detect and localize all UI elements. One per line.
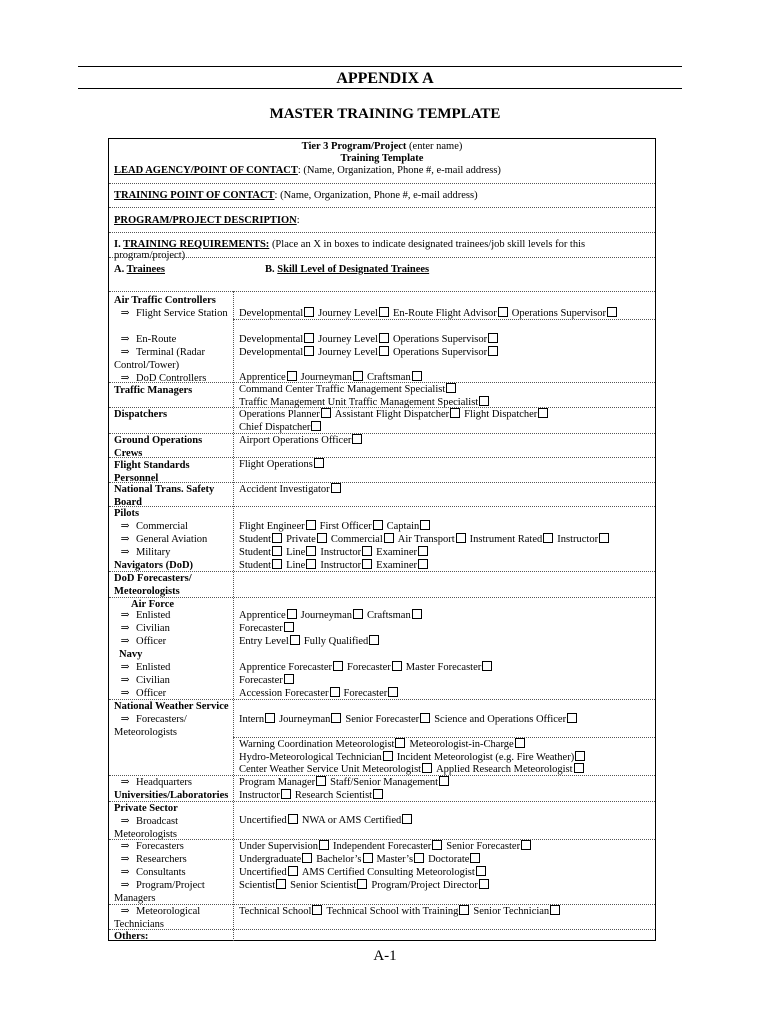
divider <box>109 506 655 507</box>
skill-label: Operations Supervisor <box>392 347 488 358</box>
skill-label: Craftsman <box>366 610 411 621</box>
skill-label: Journey Level <box>318 347 378 358</box>
trainee-item: ⇒ Civilian <box>120 675 170 686</box>
skill-label: Instructor <box>557 534 599 545</box>
divider <box>109 699 655 700</box>
skill-label: Fully Qualified <box>303 636 369 647</box>
skill-label: Bachelor’s <box>316 854 362 865</box>
trainee-item: ⇒ Commercial <box>120 521 188 532</box>
skill-checkbox[interactable] <box>488 346 498 356</box>
skill-row <box>239 840 653 853</box>
skill-label: Journeyman <box>279 714 331 725</box>
skill-label: Flight Operations <box>239 459 313 470</box>
skill-label: Journey Level <box>318 334 378 345</box>
skill-checkbox[interactable] <box>420 713 430 723</box>
skill-label: Meteorologist-in-Charge <box>409 739 514 750</box>
skill-label: Private <box>286 534 316 545</box>
skill-checkbox[interactable] <box>311 421 321 431</box>
skill-checkbox[interactable] <box>331 713 341 723</box>
skill-label: Independent Forecaster <box>333 841 432 852</box>
trainee-group: Others: <box>114 931 149 942</box>
trainee-group: Ground Operations Crews <box>114 435 203 459</box>
skill-checkbox[interactable] <box>567 713 577 723</box>
skill-checkbox[interactable] <box>379 307 389 317</box>
trainee-group: Navigators (DoD) <box>114 560 194 571</box>
skill-row <box>239 458 653 471</box>
skill-checkbox[interactable] <box>432 840 442 850</box>
skill-label: Flight Dispatcher <box>464 409 538 420</box>
skill-label: Operations Supervisor <box>511 308 606 319</box>
trainee-subgroup: Navy <box>119 649 143 660</box>
skill-label: Technical School with Training <box>326 906 459 917</box>
skill-checkbox[interactable] <box>412 371 422 381</box>
skill-checkbox[interactable] <box>276 879 286 889</box>
skill-label: Research Scientist <box>294 790 373 801</box>
skill-checkbox[interactable] <box>574 763 584 773</box>
divider <box>109 571 655 572</box>
trainee-item: ⇒ Researchers <box>120 854 187 865</box>
skill-label: Journeyman <box>300 610 352 621</box>
trainee-item: ⇒ Civilian <box>120 623 170 634</box>
skill-checkbox[interactable] <box>312 905 322 915</box>
skill-checkbox[interactable] <box>284 622 294 632</box>
skill-label: Air Transport <box>397 534 455 545</box>
trainee-item: ⇒ Forecasters <box>120 841 184 852</box>
skill-checkbox[interactable] <box>418 559 428 569</box>
divider <box>109 183 655 184</box>
skill-label: Apprentice <box>239 372 286 383</box>
trainee-item: ⇒ En-Route <box>120 334 177 345</box>
skill-checkbox[interactable] <box>446 383 456 393</box>
skill-label: Intern <box>239 714 265 725</box>
skill-checkbox[interactable] <box>456 533 466 543</box>
skill-checkbox[interactable] <box>482 661 492 671</box>
trainee-group: Traffic Managers <box>114 385 193 396</box>
trainee-group: National Weather Service <box>114 701 229 712</box>
skill-label: Developmental <box>239 308 304 319</box>
trainee-item: ⇒ General Aviation <box>120 534 208 545</box>
divider <box>109 291 655 292</box>
skill-checkbox[interactable] <box>287 609 297 619</box>
skill-label: Developmental <box>239 347 304 358</box>
skill-row <box>239 609 653 622</box>
header-rule <box>78 88 682 89</box>
divider <box>109 207 655 208</box>
skill-label: Journeyman <box>300 372 352 383</box>
skill-row <box>239 483 653 496</box>
table-head-line1: Tier 3 Program/Project (enter name) <box>301 141 463 152</box>
divider <box>109 232 655 233</box>
skill-row <box>239 776 653 789</box>
trainee-subgroup: Air Force <box>131 599 175 610</box>
skill-label: Line <box>286 560 306 571</box>
skill-row <box>239 905 653 918</box>
trainee-item: ⇒ Officer <box>120 636 167 647</box>
trainee-item: ⇒ Enlisted <box>120 610 171 621</box>
skill-label: Science and Operations Officer <box>434 714 567 725</box>
skill-checkbox[interactable] <box>418 546 428 556</box>
training-poc-row: TRAINING POINT OF CONTACT: (Name, Organization, Phone #, e-mail address) <box>114 190 478 201</box>
skill-label: Forecaster <box>239 623 283 634</box>
skill-label: Command Center Traffic Management Specialist <box>239 384 446 395</box>
skill-row <box>239 520 653 533</box>
skill-checkbox[interactable] <box>521 840 531 850</box>
skill-checkbox[interactable] <box>414 853 424 863</box>
skill-checkbox[interactable] <box>316 776 326 786</box>
skill-label: Student <box>239 534 272 545</box>
skill-checkbox[interactable] <box>488 333 498 343</box>
skill-row <box>239 738 653 751</box>
skill-label: Scientist <box>239 880 276 891</box>
trainee-group: Pilots <box>114 508 140 519</box>
skill-label: Technical School <box>239 906 312 917</box>
skill-checkbox[interactable] <box>319 840 329 850</box>
skill-label: Staff/Senior Management <box>330 777 439 788</box>
trainee-item: ⇒ Program/Project Managers <box>114 880 205 904</box>
skill-label: AMS Certified Consulting Meteorologist <box>301 867 475 878</box>
trainee-group: Dispatchers <box>114 409 168 420</box>
trainee-group: National Trans. Safety Board <box>114 484 215 508</box>
skill-label: Hydro-Meteorological Technician <box>239 752 382 763</box>
skill-label: Accession Forecaster <box>239 688 329 699</box>
skill-label: Master’s <box>376 854 414 865</box>
skill-row <box>239 533 653 546</box>
divider <box>233 737 655 738</box>
skill-label: Traffic Management Unit Traffic Management Specialist <box>239 397 479 408</box>
skill-label: Senior Forecaster <box>345 714 420 725</box>
skill-label: Flight Engineer <box>239 521 305 532</box>
divider <box>109 257 655 258</box>
trainee-group: Air Traffic Controllers <box>114 295 216 306</box>
skill-label: Doctorate <box>428 854 470 865</box>
skill-checkbox[interactable] <box>321 408 331 418</box>
skill-label: Student <box>239 560 272 571</box>
skill-label: Forecaster <box>343 688 388 699</box>
skill-checkbox[interactable] <box>272 546 282 556</box>
page-number: A-1 <box>373 948 397 964</box>
skill-checkbox[interactable] <box>599 533 609 543</box>
skill-checkbox[interactable] <box>265 713 275 723</box>
divider <box>109 839 655 840</box>
skill-checkbox[interactable] <box>288 866 298 876</box>
skill-label: Apprentice <box>239 610 286 621</box>
skill-label: Craftsman <box>366 372 411 383</box>
divider <box>109 904 655 905</box>
skill-checkbox[interactable] <box>470 853 480 863</box>
skill-label: Forecaster <box>347 662 391 673</box>
skill-label: Under Supervision <box>239 841 319 852</box>
top-rule <box>78 66 682 67</box>
skill-checkbox[interactable] <box>284 674 294 684</box>
skill-row <box>239 866 653 879</box>
divider <box>109 801 655 802</box>
skill-label: Line <box>286 547 306 558</box>
skill-checkbox[interactable] <box>287 371 297 381</box>
skill-checkbox[interactable] <box>459 905 469 915</box>
skill-checkbox[interactable] <box>388 687 398 697</box>
column-b-header: B. Skill Level of Designated Trainees <box>265 264 430 275</box>
skill-checkbox[interactable] <box>288 814 298 824</box>
skill-checkbox[interactable] <box>379 333 389 343</box>
skill-checkbox[interactable] <box>363 853 373 863</box>
skill-checkbox[interactable] <box>362 546 372 556</box>
divider <box>109 407 655 408</box>
skill-checkbox[interactable] <box>383 751 393 761</box>
skill-row <box>239 879 653 892</box>
skill-row <box>239 661 653 674</box>
requirements-row: I. TRAINING REQUIREMENTS: (Place an X in boxes to indicate designated trainees/job skill levels for this program/project) <box>114 239 586 261</box>
skill-checkbox[interactable] <box>379 346 389 356</box>
skill-label: Instructor <box>320 547 362 558</box>
skill-checkbox[interactable] <box>272 559 282 569</box>
trainee-item: ⇒ Headquarters <box>120 777 192 788</box>
skill-row <box>239 622 653 635</box>
skill-checkbox[interactable] <box>272 533 282 543</box>
skill-checkbox[interactable] <box>302 853 312 863</box>
skill-checkbox[interactable] <box>515 738 525 748</box>
skill-checkbox[interactable] <box>412 609 422 619</box>
skill-label: Operations Planner <box>239 409 320 420</box>
skill-checkbox[interactable] <box>538 408 548 418</box>
skill-label: Examiner <box>376 547 417 558</box>
skill-checkbox[interactable] <box>439 776 449 786</box>
skill-label: Program/Project Director <box>371 880 478 891</box>
skill-row <box>239 408 653 421</box>
skill-label: Senior Forecaster <box>446 841 521 852</box>
skill-checkbox[interactable] <box>384 533 394 543</box>
skill-checkbox[interactable] <box>479 879 489 889</box>
skill-row <box>239 853 653 866</box>
divider <box>109 597 655 598</box>
skill-label: Captain <box>386 521 420 532</box>
skill-checkbox[interactable] <box>450 408 460 418</box>
skill-row <box>239 674 653 687</box>
divider <box>109 382 655 383</box>
skill-label: Forecaster <box>239 675 283 686</box>
skill-label: Chief Dispatcher <box>239 422 311 433</box>
skill-label: Program Manager <box>239 777 316 788</box>
trainee-item: ⇒ Consultants <box>120 867 186 878</box>
skill-row <box>239 635 653 648</box>
skill-checkbox[interactable] <box>330 687 340 697</box>
skill-label: Senior Technician <box>473 906 550 917</box>
divider <box>109 929 655 930</box>
skill-label: Apprentice Forecaster <box>239 662 332 673</box>
skill-checkbox[interactable] <box>373 520 383 530</box>
page-title: MASTER TRAINING TEMPLATE <box>269 106 501 122</box>
skill-checkbox[interactable] <box>575 751 585 761</box>
skill-checkbox[interactable] <box>550 905 560 915</box>
trainee-group: Private Sector <box>114 803 178 814</box>
skill-checkbox[interactable] <box>290 635 300 645</box>
trainee-item: ⇒ Meteorological Technicians <box>114 906 201 930</box>
skill-label: En-Route Flight Advisor <box>392 308 497 319</box>
trainee-item: ⇒ Terminal (Radar Control/Tower) <box>114 347 205 371</box>
trainee-item: ⇒ Broadcast Meteorologists <box>114 816 178 840</box>
trainee-item: ⇒ Officer <box>120 688 167 699</box>
skill-label: Incident Meteorologist (e.g. Fire Weather) <box>396 752 575 763</box>
skill-label: NWA or AMS Certified <box>301 815 402 826</box>
skill-checkbox[interactable] <box>422 763 432 773</box>
skill-checkbox[interactable] <box>306 520 316 530</box>
skill-checkbox[interactable] <box>304 346 314 356</box>
skill-checkbox[interactable] <box>498 307 508 317</box>
skill-label: Student <box>239 547 272 558</box>
skill-row <box>239 383 653 396</box>
skill-checkbox[interactable] <box>317 533 327 543</box>
skill-label: Center Weather Service Unit Meteorologist <box>239 764 422 775</box>
trainee-item: ⇒ Flight Service Station <box>120 308 228 319</box>
skill-label: Entry Level <box>239 636 289 647</box>
lead-agency-row: LEAD AGENCY/POINT OF CONTACT: (Name, Organization, Phone #, e-mail address) <box>114 165 501 176</box>
skill-checkbox[interactable] <box>373 789 383 799</box>
skill-checkbox[interactable] <box>392 661 402 671</box>
skill-row <box>239 434 653 447</box>
skill-row <box>239 346 653 359</box>
skill-label: Operations Supervisor <box>392 334 488 345</box>
skill-label: Developmental <box>239 334 304 345</box>
divider <box>109 775 655 776</box>
skill-label: Assistant Flight Dispatcher <box>334 409 450 420</box>
table-head-line2: Training Template <box>340 153 424 164</box>
divider <box>109 457 655 458</box>
trainee-item: ⇒ DoD Controllers <box>120 373 207 384</box>
skill-label: Applied Research Meteorologist <box>436 764 573 775</box>
column-a-header: A. Trainees <box>114 264 165 275</box>
skill-checkbox[interactable] <box>607 307 617 317</box>
skill-checkbox[interactable] <box>476 866 486 876</box>
trainee-item: ⇒ Enlisted <box>120 662 171 673</box>
skill-checkbox[interactable] <box>306 546 316 556</box>
skill-label: Accident Investigator <box>239 484 330 495</box>
skill-label: Commercial <box>330 534 383 545</box>
skill-checkbox[interactable] <box>395 738 405 748</box>
skill-checkbox[interactable] <box>479 396 489 406</box>
skill-checkbox[interactable] <box>314 458 324 468</box>
trainee-item: ⇒ Forecasters/ Meteorologists <box>114 714 187 738</box>
divider <box>109 433 655 434</box>
skill-label: Senior Scientist <box>290 880 357 891</box>
trainee-group: Flight Standards Personnel <box>114 460 190 484</box>
skill-checkbox[interactable] <box>352 434 362 444</box>
divider <box>109 482 655 483</box>
skill-label: Airport Operations Officer <box>239 435 352 446</box>
skill-checkbox[interactable] <box>353 371 363 381</box>
trainee-item: ⇒ Military <box>120 547 171 558</box>
trainee-group: DoD Forecasters/ Meteorologists <box>114 573 192 597</box>
skill-row <box>239 333 653 346</box>
skill-checkbox[interactable] <box>362 559 372 569</box>
training-template-table <box>108 138 656 941</box>
divider <box>233 319 655 320</box>
skill-row <box>239 814 653 827</box>
skill-label: Uncertified <box>239 867 287 878</box>
skill-checkbox[interactable] <box>543 533 553 543</box>
skill-checkbox[interactable] <box>281 789 291 799</box>
skill-row <box>239 713 653 726</box>
skill-checkbox[interactable] <box>402 814 412 824</box>
skill-checkbox[interactable] <box>304 307 314 317</box>
skill-label: Instrument Rated <box>469 534 543 545</box>
trainee-group: Universities/Laboratories <box>114 790 229 801</box>
skill-label: Uncertified <box>239 815 287 826</box>
skill-label: Warning Coordination Meteorologist <box>239 739 395 750</box>
skill-label: Journey Level <box>318 308 378 319</box>
skill-label: First Officer <box>319 521 372 532</box>
skill-checkbox[interactable] <box>357 879 367 889</box>
skill-checkbox[interactable] <box>331 483 341 493</box>
skill-label: Instructor <box>239 790 280 801</box>
skill-row <box>239 546 653 559</box>
skill-checkbox[interactable] <box>333 661 343 671</box>
skill-checkbox[interactable] <box>369 635 379 645</box>
skill-checkbox[interactable] <box>353 609 363 619</box>
column-divider <box>233 291 234 941</box>
skill-label: Instructor <box>320 560 362 571</box>
skill-label: Master Forecaster <box>405 662 482 673</box>
appendix-heading: APPENDIX A <box>336 70 434 87</box>
skill-checkbox[interactable] <box>420 520 430 530</box>
skill-checkbox[interactable] <box>304 333 314 343</box>
description-row: PROGRAM/PROJECT DESCRIPTION: <box>114 215 300 226</box>
skill-checkbox[interactable] <box>306 559 316 569</box>
skill-label: Examiner <box>376 560 417 571</box>
skill-label: Undergraduate <box>239 854 302 865</box>
